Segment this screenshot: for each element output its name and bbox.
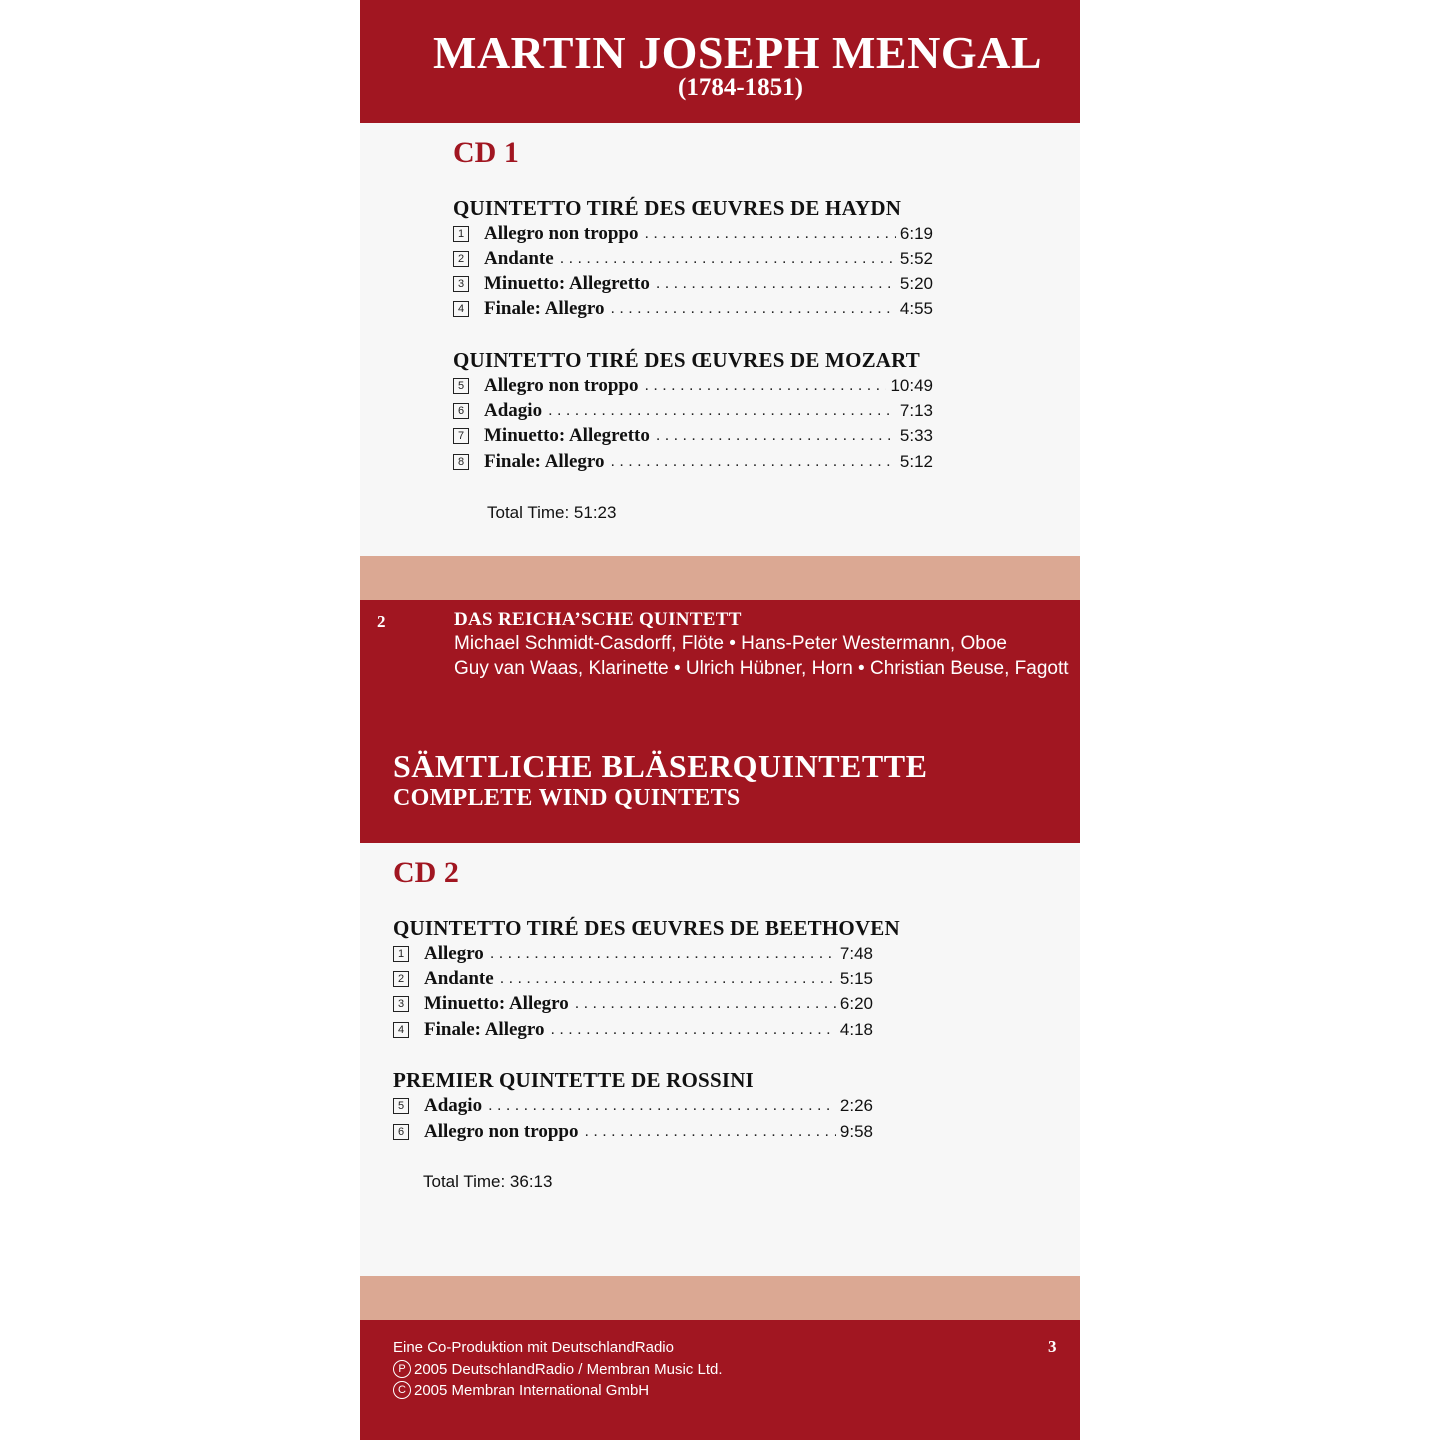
track-number: 8 xyxy=(453,454,469,470)
dot-leader xyxy=(656,272,896,296)
ensemble-members-line2: Guy van Waas, Klarinette • Ulrich Hübner, Horn • Christian Beuse, Fagott xyxy=(454,658,1069,679)
track-row xyxy=(393,942,873,966)
dot-leader xyxy=(575,992,836,1016)
header-band xyxy=(360,0,1080,123)
track-row xyxy=(453,374,933,398)
track-number: 4 xyxy=(453,301,469,317)
phonogram-symbol: P xyxy=(393,1360,411,1378)
track-number: 1 xyxy=(393,946,409,962)
dot-leader xyxy=(560,247,896,271)
track-row xyxy=(453,272,933,296)
phonogram-text: 2005 DeutschlandRadio / Membran Music Ltd. xyxy=(414,1360,723,1378)
track-name: Adagio xyxy=(424,1095,483,1116)
track-time: 10:49 xyxy=(890,376,933,395)
dot-leader xyxy=(611,450,896,474)
track-row xyxy=(453,222,933,246)
track-time: 5:20 xyxy=(899,274,933,293)
copyright-symbol: C xyxy=(393,1381,411,1399)
track-name: Allegro non troppo xyxy=(484,223,639,244)
track-name: Finale: Allegro xyxy=(424,1019,545,1040)
booklet-page xyxy=(360,0,1080,1440)
track-number: 4 xyxy=(393,1022,409,1038)
track-name: Andante xyxy=(484,248,554,269)
cd1-heading: CD 1 xyxy=(453,136,519,169)
dot-leader xyxy=(645,222,896,246)
dot-leader xyxy=(611,297,896,321)
track-number: 1 xyxy=(453,226,469,242)
divider-band xyxy=(360,556,1080,600)
track-row xyxy=(393,992,873,1016)
divider-band xyxy=(360,1276,1080,1320)
track-name: Adagio xyxy=(484,400,543,421)
ensemble-name: DAS REICHA’SCHE QUINTETT xyxy=(454,609,742,630)
footer-band xyxy=(360,1320,1080,1440)
album-title-en: COMPLETE WIND QUINTETS xyxy=(393,785,741,811)
track-time: 7:13 xyxy=(899,401,933,420)
cd2-work-2-title: PREMIER QUINTETTE DE ROSSINI xyxy=(393,1068,754,1092)
track-row xyxy=(393,1094,873,1118)
track-row xyxy=(453,399,933,423)
phonogram-credit xyxy=(393,1360,723,1378)
track-name: Finale: Allegro xyxy=(484,298,605,319)
track-number: 5 xyxy=(453,378,469,394)
dot-leader xyxy=(488,1094,836,1118)
composer-years: (1784-1851) xyxy=(678,74,803,101)
dot-leader xyxy=(490,942,836,966)
ensemble-members-line1: Michael Schmidt-Casdorff, Flöte • Hans-Peter Westermann, Oboe xyxy=(454,633,1007,654)
cd1-total-time: Total Time: 51:23 xyxy=(487,503,617,522)
track-row xyxy=(453,247,933,271)
track-time: 5:12 xyxy=(899,452,933,471)
track-name: Allegro non troppo xyxy=(424,1121,579,1142)
track-number: 3 xyxy=(393,996,409,1012)
track-time: 5:52 xyxy=(899,249,933,268)
track-time: 6:20 xyxy=(839,994,873,1013)
track-number: 3 xyxy=(453,276,469,292)
dot-leader xyxy=(656,424,896,448)
composer-name: MARTIN JOSEPH MENGAL xyxy=(433,27,1042,78)
dot-leader xyxy=(551,1018,836,1042)
track-time: 4:18 xyxy=(839,1020,873,1039)
dot-leader xyxy=(548,399,896,423)
track-name: Finale: Allegro xyxy=(484,451,605,472)
track-time: 2:26 xyxy=(839,1096,873,1115)
dot-leader xyxy=(500,967,836,991)
track-time: 4:55 xyxy=(899,299,933,318)
track-time: 9:58 xyxy=(839,1122,873,1141)
track-time: 6:19 xyxy=(899,224,933,243)
dot-leader xyxy=(585,1120,836,1144)
track-name: Andante xyxy=(424,968,494,989)
track-number: 7 xyxy=(453,428,469,444)
track-row xyxy=(453,424,933,448)
track-name: Allegro non troppo xyxy=(484,375,639,396)
album-title-de: SÄMTLICHE BLÄSERQUINTETTE xyxy=(393,748,928,784)
track-name: Minuetto: Allegretto xyxy=(484,273,650,294)
track-row xyxy=(393,967,873,991)
copyright-text: 2005 Membran International GmbH xyxy=(414,1381,650,1399)
track-time: 7:48 xyxy=(839,944,873,963)
cd2-work-1-title: QUINTETTO TIRÉ DES ŒUVRES DE BEETHOVEN xyxy=(393,916,900,940)
track-row xyxy=(393,1018,873,1042)
track-row xyxy=(453,297,933,321)
track-name: Allegro xyxy=(424,943,484,964)
track-number: 2 xyxy=(453,251,469,267)
dot-leader xyxy=(645,374,887,398)
page-number-right: 3 xyxy=(1048,1337,1057,1356)
cd2-total-time: Total Time: 36:13 xyxy=(423,1172,553,1191)
track-row xyxy=(393,1120,873,1144)
track-name: Minuetto: Allegro xyxy=(424,993,569,1014)
copyright-credit xyxy=(393,1381,649,1399)
coproduction-credit: Eine Co-Produktion mit DeutschlandRadio xyxy=(393,1339,674,1356)
page-number-left: 2 xyxy=(377,612,386,631)
track-time: 5:33 xyxy=(899,426,933,445)
track-time: 5:15 xyxy=(839,969,873,988)
ensemble-band xyxy=(360,600,1080,843)
cd1-work-2-title: QUINTETTO TIRÉ DES ŒUVRES DE MOZART xyxy=(453,348,921,372)
track-row xyxy=(453,450,933,474)
track-number: 5 xyxy=(393,1098,409,1114)
track-number: 2 xyxy=(393,971,409,987)
cd2-heading: CD 2 xyxy=(393,856,459,889)
cd1-work-1-title: QUINTETTO TIRÉ DES ŒUVRES DE HAYDN xyxy=(453,196,902,220)
track-name: Minuetto: Allegretto xyxy=(484,425,650,446)
track-number: 6 xyxy=(393,1124,409,1140)
track-number: 6 xyxy=(453,403,469,419)
